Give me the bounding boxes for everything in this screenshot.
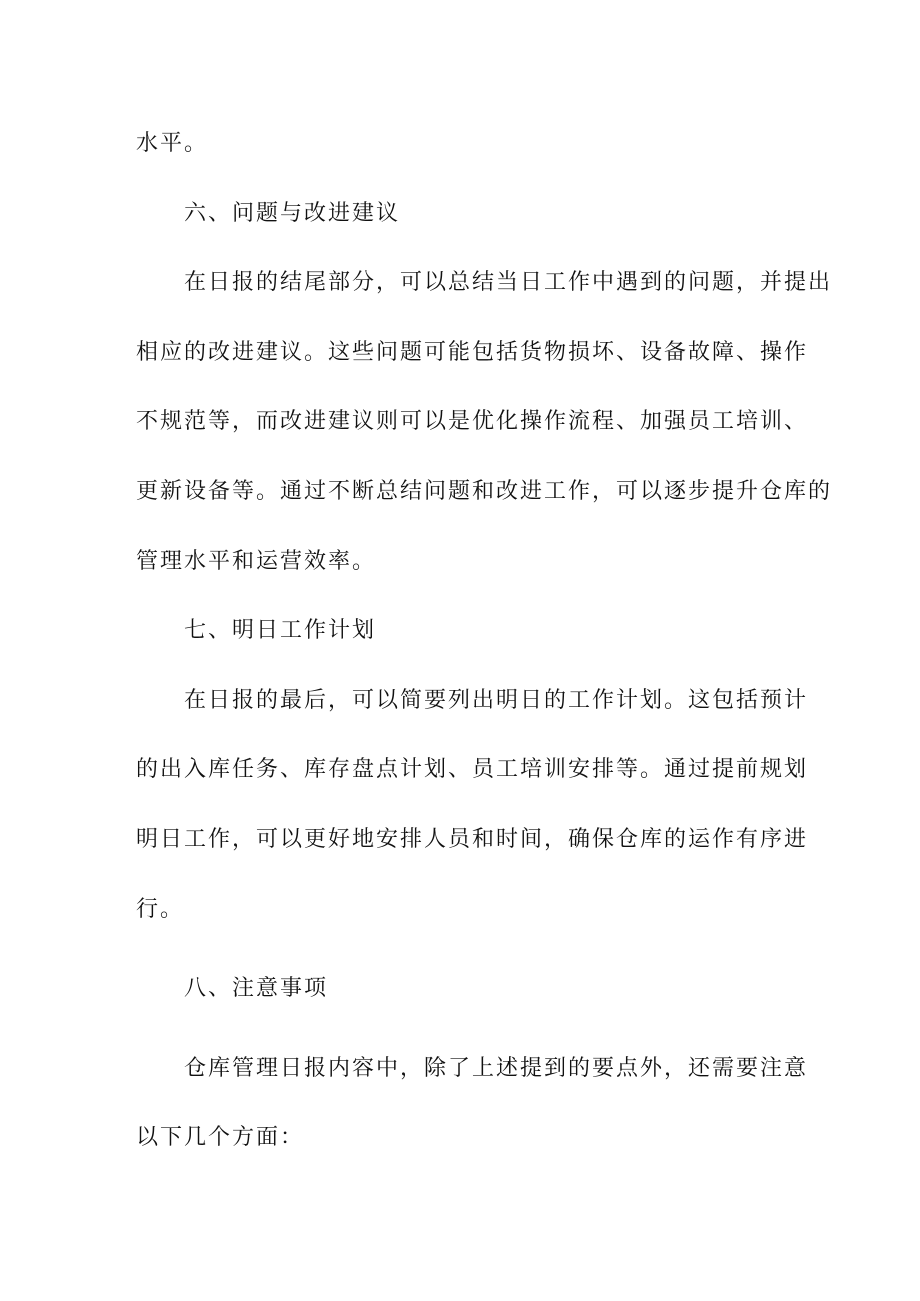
- text-line: 以下几个方面：: [136, 1125, 305, 1151]
- text-line: 行。: [136, 896, 185, 922]
- section-heading-8: [136, 954, 792, 1024]
- heading-text: 八、注意事项: [184, 976, 329, 1002]
- text-line: 不规范等，而改进建议则可以是优化操作流程、加强员工培训、: [136, 409, 809, 435]
- paragraph-section-6: [136, 248, 833, 596]
- paragraph-section-7: [136, 666, 809, 944]
- text-line: 水平。: [136, 131, 209, 156]
- text-line: 更新设备等。通过不断总结问题和改进工作，可以逐步提升仓库的: [136, 478, 833, 504]
- section-heading-6: [136, 179, 792, 249]
- section-heading-7: [136, 596, 792, 666]
- heading-text: 六、问题与改进建议: [184, 200, 401, 226]
- text-line: 相应的改进建议。这些问题可能包括货物损坏、设备故障、操作: [136, 339, 809, 365]
- text-line: 在日报的结尾部分，可以总结当日工作中遇到的问题，并提出: [184, 270, 833, 296]
- paragraph-section-8: [136, 1034, 809, 1173]
- text-line: 在日报的最后，可以简要列出明日的工作计划。这包括预计: [184, 687, 809, 713]
- text-line: 明日工作，可以更好地安排人员和时间，确保仓库的运作有序进: [136, 826, 809, 852]
- text-line: 仓库管理日报内容中，除了上述提到的要点外，还需要注意: [184, 1055, 809, 1081]
- paragraph-continuation: [136, 109, 792, 179]
- text-line: 的出入库任务、库存盘点计划、员工培训安排等。通过提前规划: [136, 757, 809, 783]
- heading-text: 七、明日工作计划: [184, 618, 377, 644]
- document-body: [136, 109, 833, 1173]
- text-line: 管理水平和运营效率。: [136, 548, 377, 574]
